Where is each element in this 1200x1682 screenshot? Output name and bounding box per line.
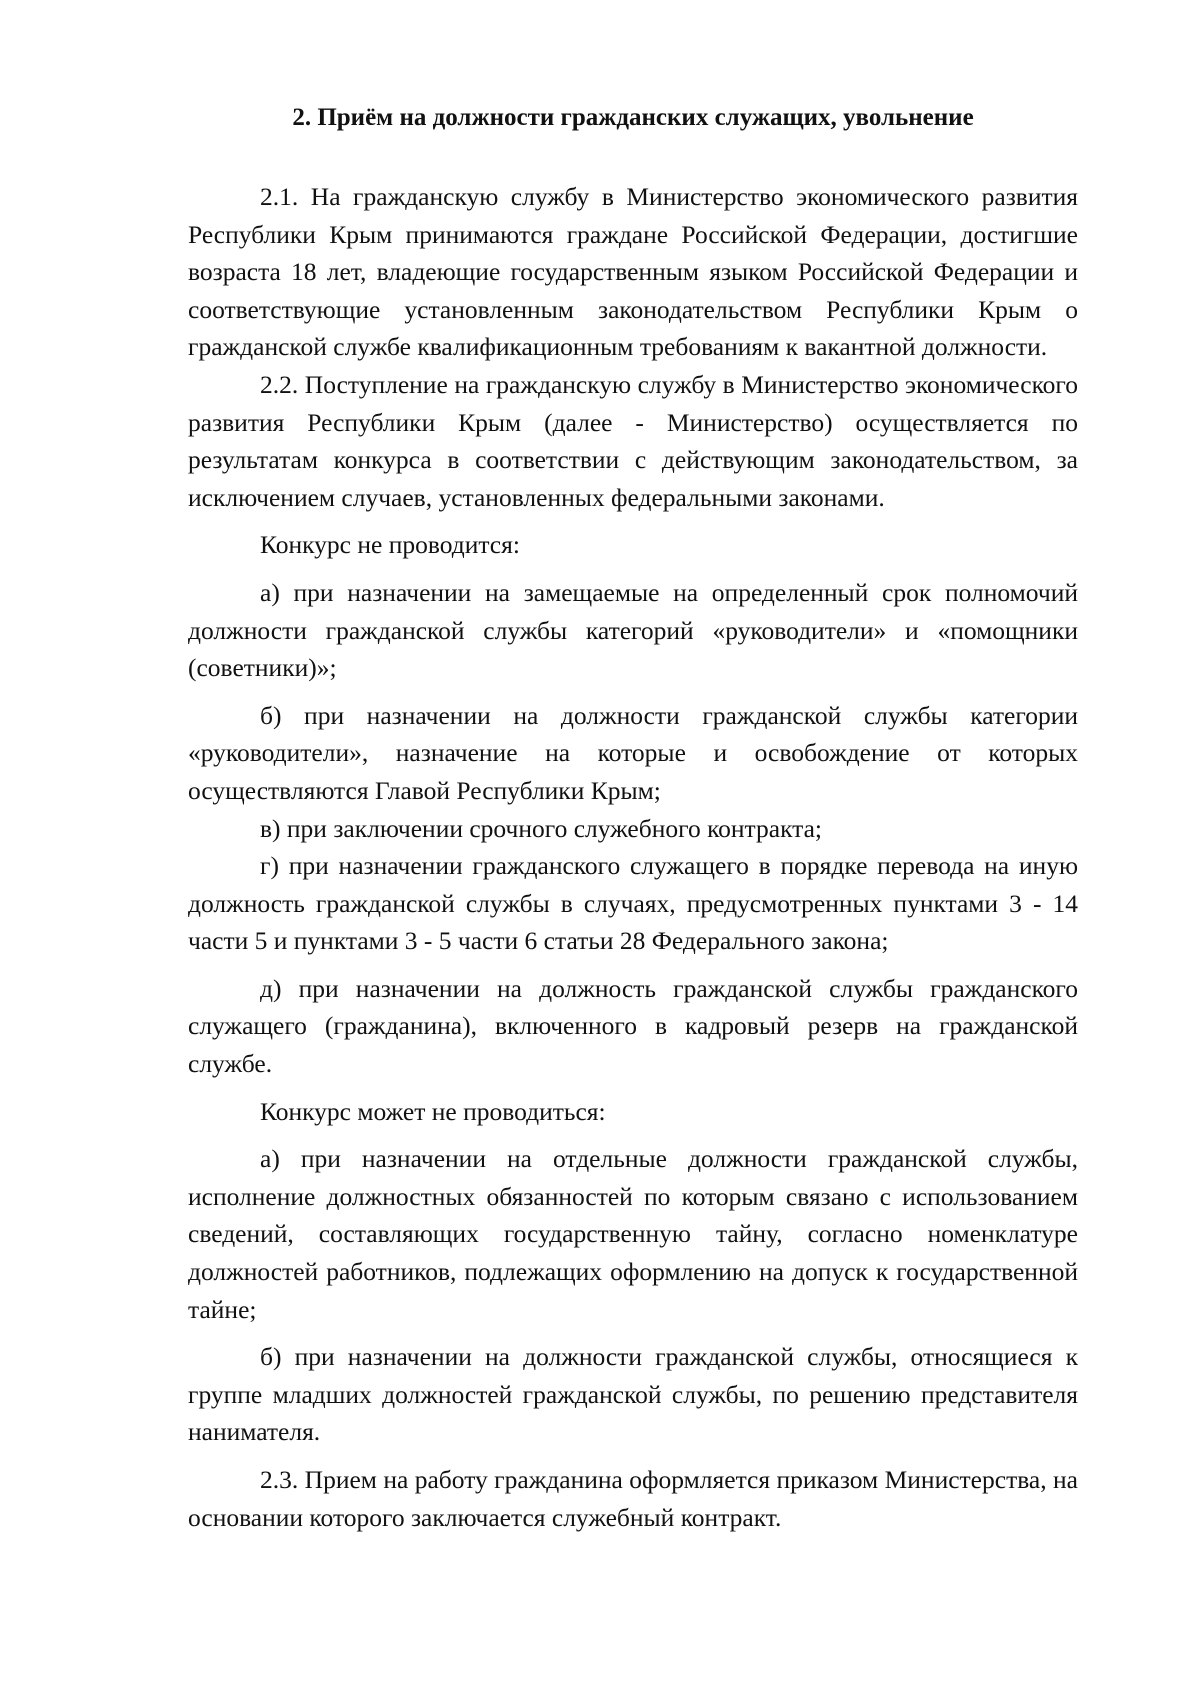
paragraph-2-2: 2.2. Поступление на гражданскую службу в Министерство экономического развития Республики Крым (далее - Министерство) осуществляется по результатам конкурса в соответствии с действующим законодательством, за исключением случаев, установленных федеральными законами. xyxy=(188,369,1078,512)
paragraph-optional-contest-b: б) при назначении на должности гражданской службы, относящиеся к группе младших должностей гражданской службы, по решению представителя нанимателя. xyxy=(188,1342,1078,1447)
paragraph-no-contest-intro: Конкурс не проводится: xyxy=(260,530,520,560)
paragraph-2-3: 2.3. Прием на работу гражданина оформляется приказом Министерства, на основании которого заключается служебный контракт. xyxy=(188,1465,1078,1532)
paragraph-2-1: 2.1. На гражданскую службу в Министерство экономического развития Республики Крым принимаются граждане Российской Федерации, достигшие возраста 18 лет, владеющие государственным языком Российской Федерации и соответствующие установленным законодательством Республики Крым о гражданской службе квалификационным требованиям к вакантной должности. xyxy=(188,182,1078,362)
paragraph-no-contest-a: а) при назначении на замещаемые на определенный срок полномочий должности гражданской службы категорий «руководители» и «помощники (советники)»; xyxy=(188,577,1078,683)
section-body xyxy=(188,178,1078,1536)
section-heading: 2. Приём на должности гражданских служащих, увольнение xyxy=(292,104,974,131)
paragraph-no-contest-v: в) при заключении срочного служебного контракта; xyxy=(260,813,822,843)
paragraph-optional-contest-a: а) при назначении на отдельные должности гражданской службы, исполнение должностных обязанностей по которым связано с использованием сведений, составляющих государственную тайну, согласно номенклатуре должностей работников, подлежащих оформлению на допуск к государственной тайне; xyxy=(188,1144,1078,1324)
paragraph-optional-contest-intro: Конкурс может не проводиться: xyxy=(260,1096,606,1126)
paragraph-no-contest-d: д) при назначении на должность гражданской службы гражданского служащего (гражданина), включенного в кадровый резерв на гражданской службе. xyxy=(188,973,1078,1079)
paragraph-no-contest-g: г) при назначении гражданского служащего в порядке перевода на иную должность гражданской службы в случаях, предусмотренных пунктами 3 - 14 части 5 и пунктами 3 - 5 части 6 статьи 28 Федерального закона; xyxy=(188,851,1078,956)
paragraph-no-contest-b: б) при назначении на должности гражданской службы категории «руководители», назначение на которые и освобождение от которых осуществляются Главой Республики Крым; xyxy=(188,700,1078,805)
